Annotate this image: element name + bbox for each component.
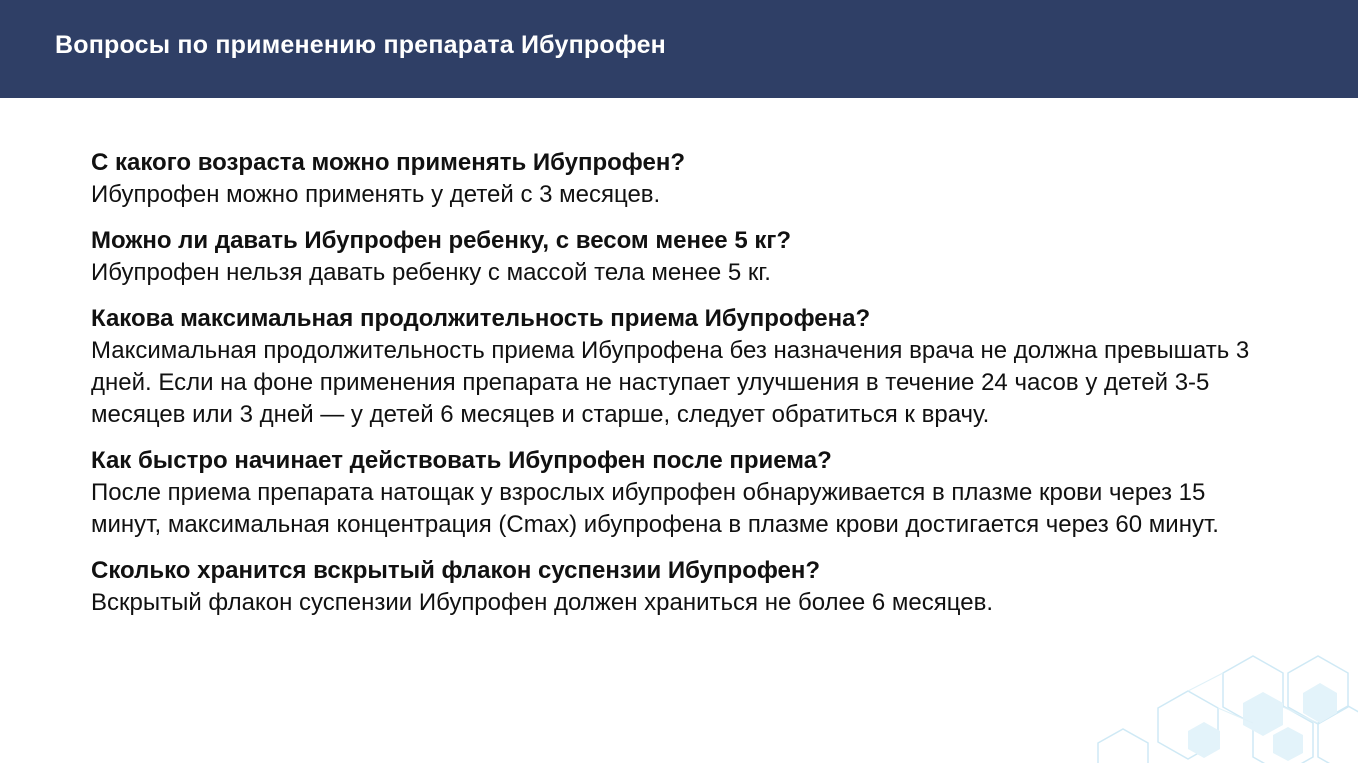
- faq-question: Можно ли давать Ибупрофен ребенку, с весом менее 5 кг?: [91, 227, 791, 254]
- page-title: Вопросы по применению препарата Ибупрофен: [55, 31, 666, 59]
- faq-answer: Вскрытый флакон суспензии Ибупрофен должен храниться не более 6 месяцев.: [91, 589, 993, 616]
- faq-item-duration: [91, 303, 1291, 431]
- faq-list: [91, 147, 1291, 633]
- faq-answer: Ибупрофен нельзя давать ребенку с массой тела менее 5 кг.: [91, 259, 771, 286]
- faq-item-onset: [91, 445, 1291, 541]
- faq-answer: Ибупрофен можно применять у детей с 3 месяцев.: [91, 181, 661, 208]
- faq-answer: Максимальная продолжительность приема Ибупрофена без назначения врача не должна превышать 3 дней. Если на фоне применения препарата не наступает улучшения в течение 24 часов у детей 3-5 месяцев или 3 дней — у детей 6 месяцев и старше, следует обратиться к врачу.: [91, 337, 1250, 428]
- faq-question: Какова максимальная продолжительность приема Ибупрофена?: [91, 305, 871, 332]
- faq-item-storage: [91, 555, 1291, 619]
- faq-answer: После приема препарата натощак у взрослых ибупрофен обнаруживается в плазме крови через 15 минут, максимальная концентрация (Cmax) ибупрофена в плазме крови достигается через 60 минут.: [91, 479, 1219, 538]
- header-bar: [0, 0, 1358, 98]
- faq-question: С какого возраста можно применять Ибупрофен?: [91, 149, 685, 176]
- faq-question: Сколько хранится вскрытый флакон суспензии Ибупрофен?: [91, 557, 821, 584]
- faq-item-age: [91, 147, 1291, 211]
- hexagon-pattern-decoration: [1038, 653, 1358, 763]
- faq-question: Как быстро начинает действовать Ибупрофен после приема?: [91, 447, 832, 474]
- faq-item-weight: [91, 225, 1291, 289]
